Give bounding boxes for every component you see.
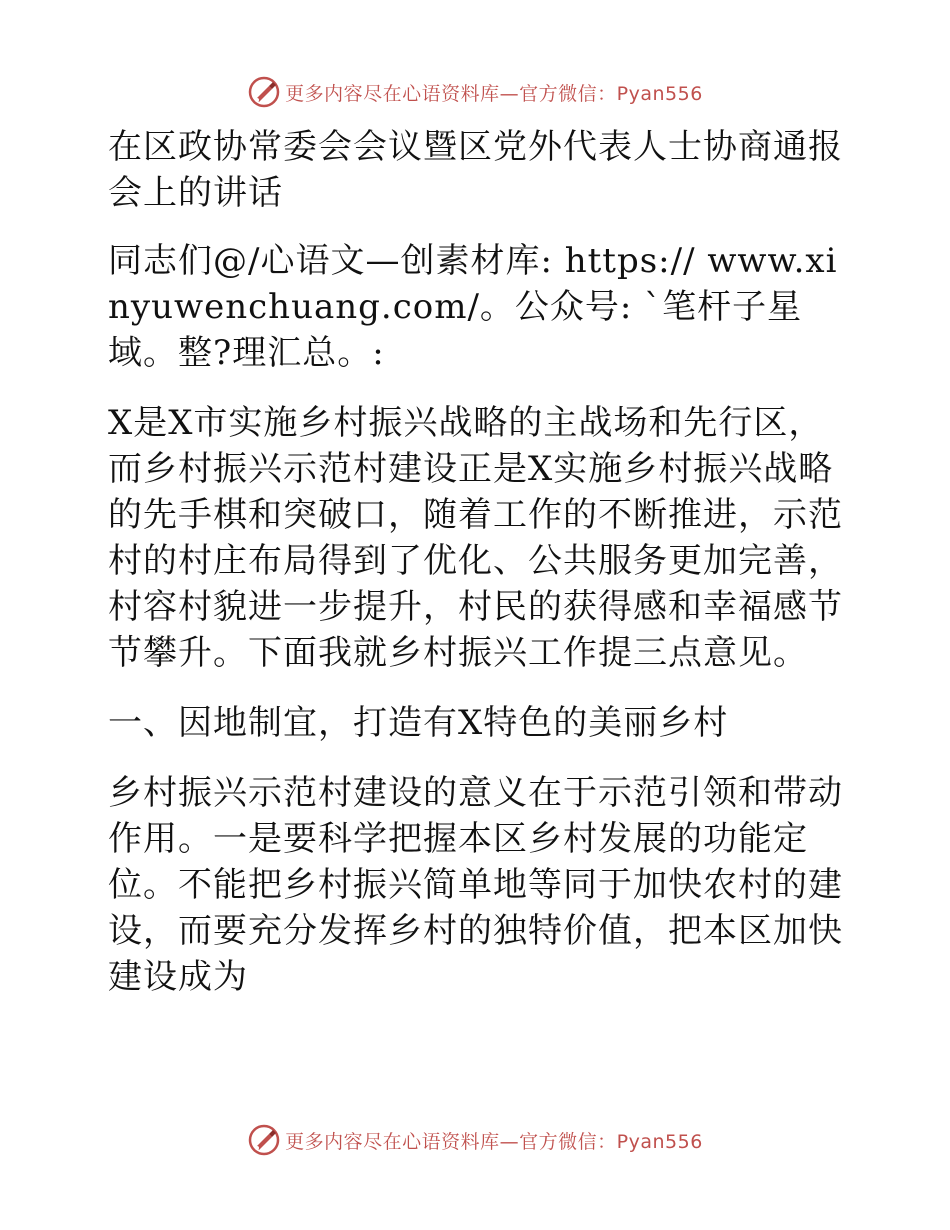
banner-text: 更多内容尽在心语资料库—官方微信：Pyan556 <box>285 1130 703 1153</box>
document-body <box>96 124 856 1024</box>
banner-text: 更多内容尽在心语资料库—官方微信：Pyan556 <box>285 82 703 105</box>
document-title: 在区政协常委会会议暨区党外代表人士协商通报会上的讲话 <box>108 127 843 213</box>
paragraph-2: 乡村振兴示范村建设的意义在于示范引领和带动作用。一是要科学把握本区乡村发展的功能定位。不能把乡村振兴简单地等同于加快农村的建设，而要充分发挥乡村的独特价值，把本区加快建设成为 <box>108 773 843 997</box>
pen-logo-icon <box>247 75 281 109</box>
salutation: 同志们@/心语文—创素材库: https:// www.xinyuwenchuang.com/。公众号: `笔杆子星域。整?理汇总。: <box>108 241 838 373</box>
paragraph-1: X是X市实施乡村振兴战略的主战场和先行区，而乡村振兴示范村建设正是X实施乡村振兴战略的先手棋和突破口，随着工作的不断推进，示范村的村庄布局得到了优化、公共服务更加完善，村容村貌进一步提升，村民的获得感和幸福感节节攀升。下面我就乡村振兴工作提三点意见。 <box>108 403 843 673</box>
pen-logo-icon <box>247 1123 281 1157</box>
footer-banner <box>0 1120 950 1160</box>
section-heading-1: 一、因地制宜，打造有X特色的美丽乡村 <box>108 703 729 743</box>
header-banner <box>0 72 950 112</box>
